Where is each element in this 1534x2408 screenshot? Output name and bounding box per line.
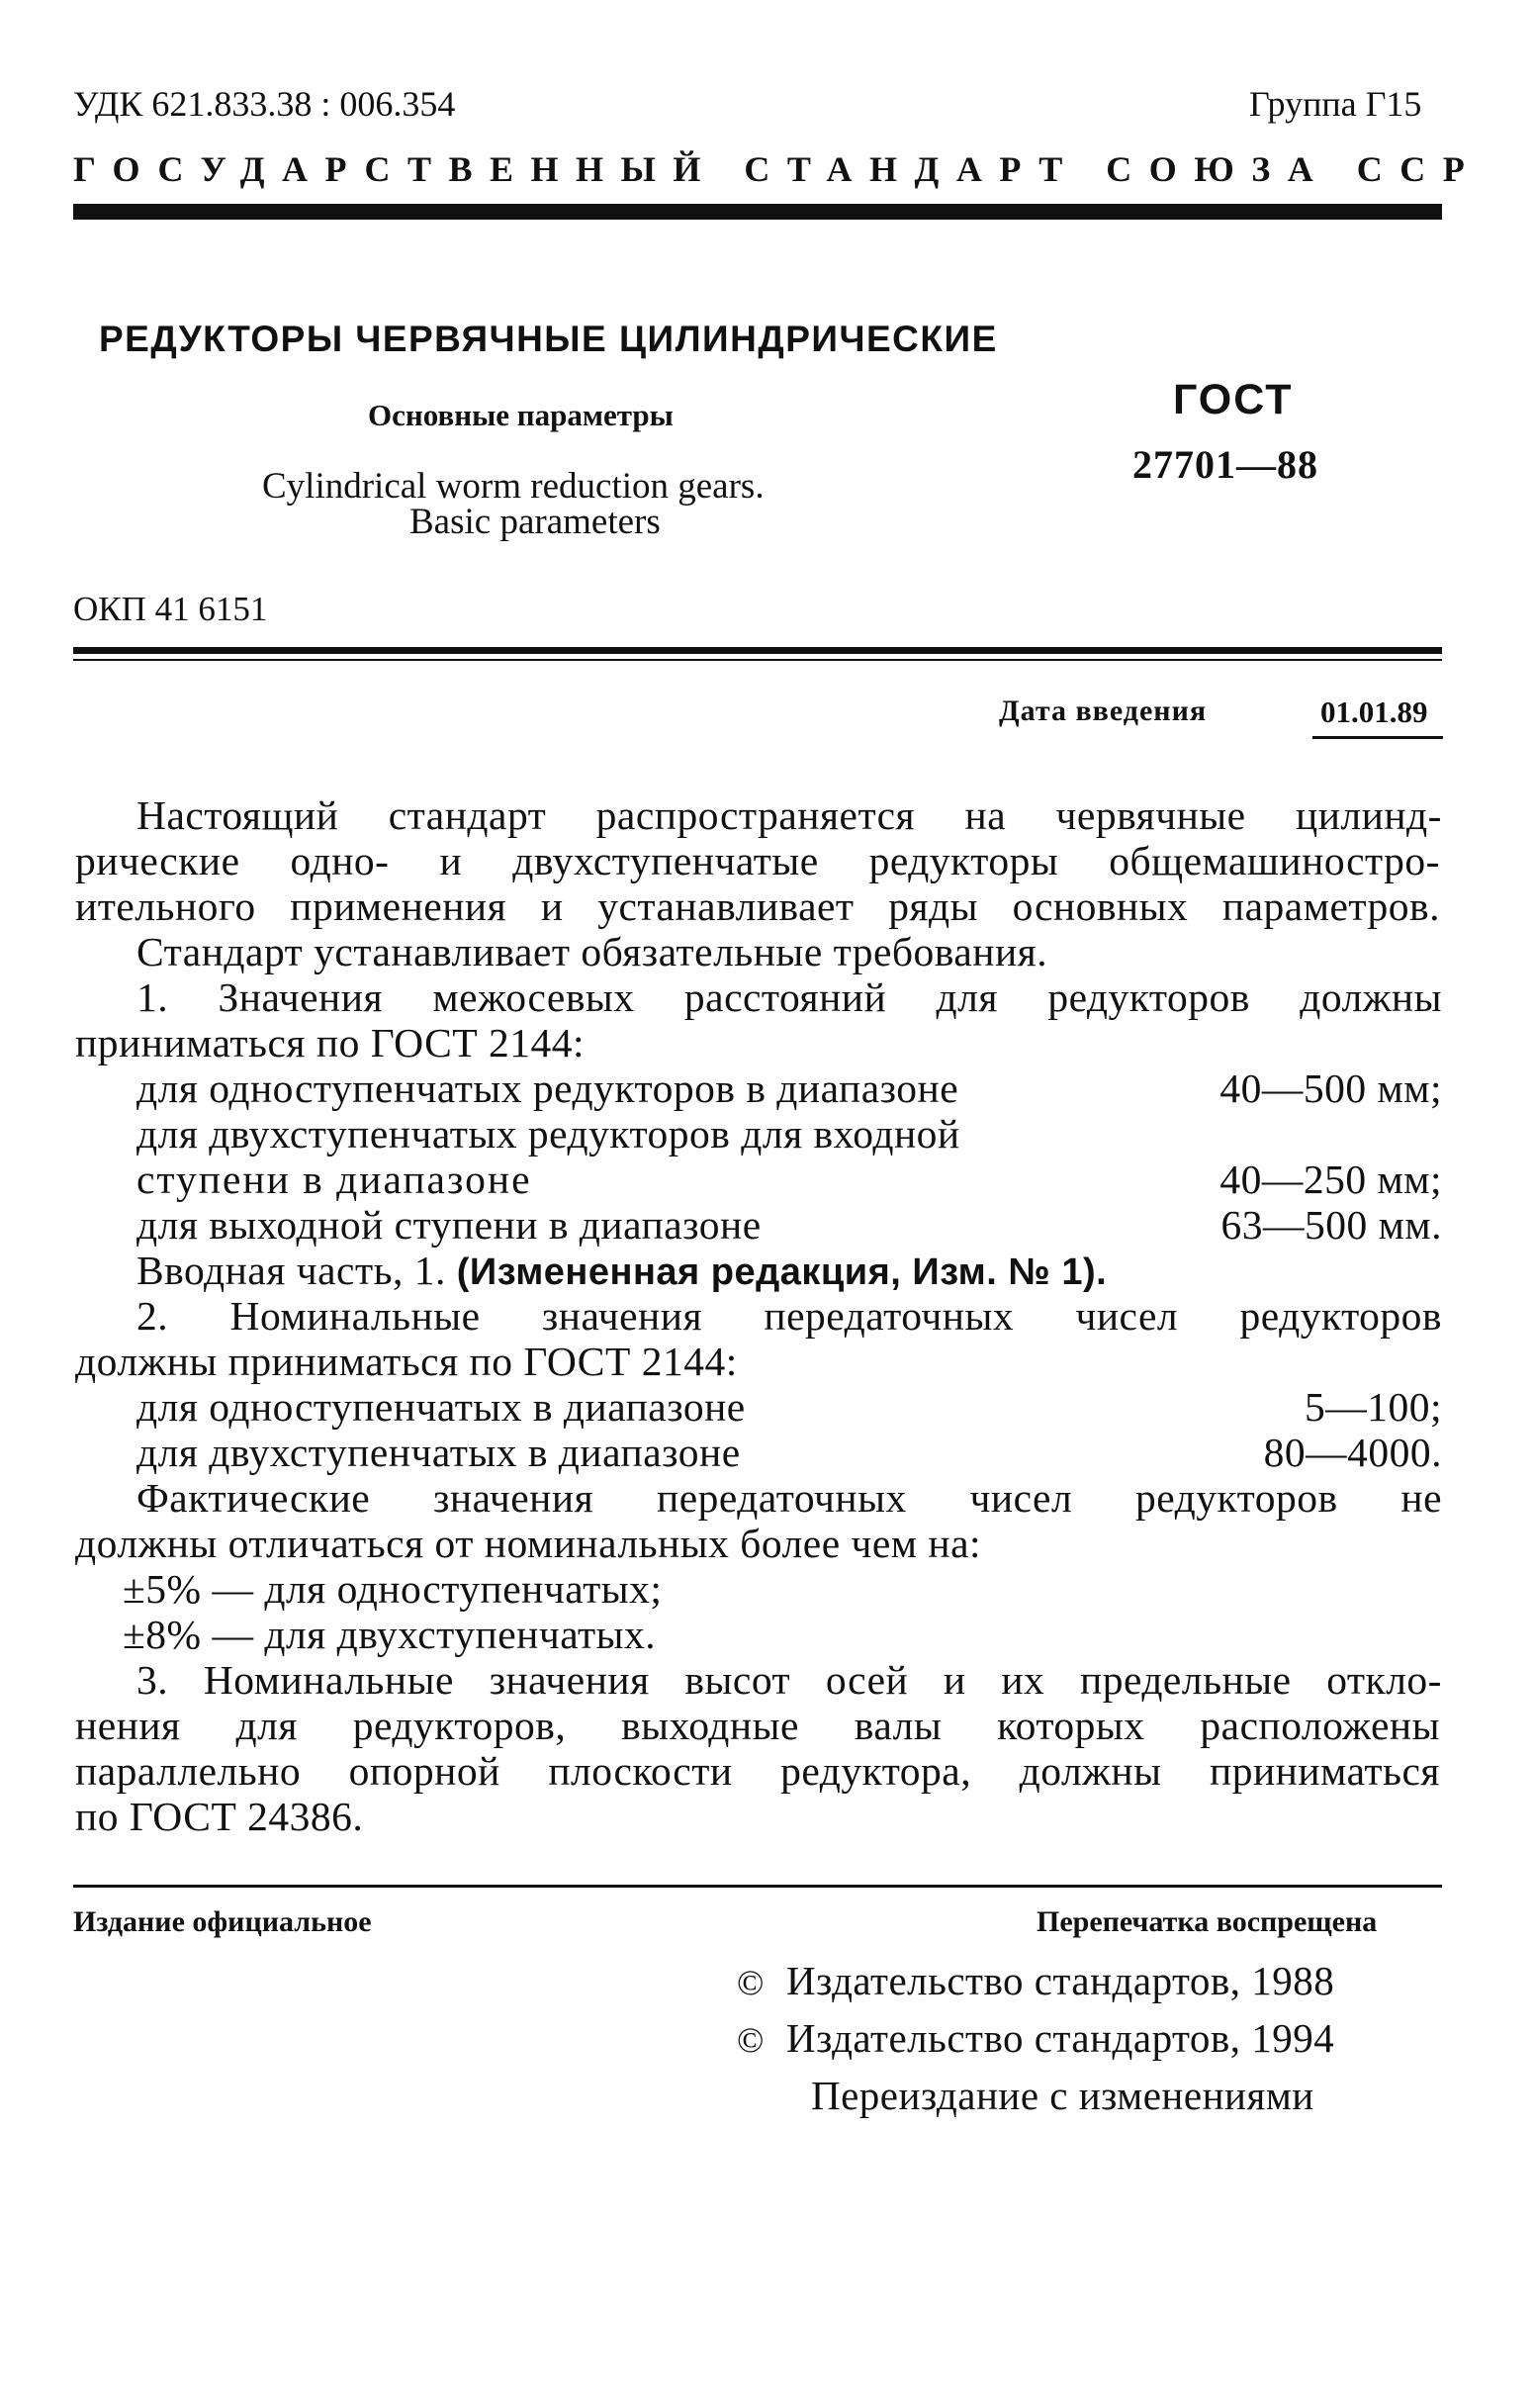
intro-date-underline	[1312, 736, 1443, 739]
group-code: Группа Г15	[1249, 84, 1422, 124]
paragraph-line: ительного применения и устанавливает ряды основных параметров.	[75, 883, 1440, 929]
ratio-label: для двухступенчатых в диапазоне	[136, 1430, 741, 1475]
range-label: ступени в диапазоне	[136, 1157, 532, 1202]
udk-code: УДК 621.833.38 : 006.354	[73, 84, 456, 124]
gost-label: ГОСТ	[1173, 376, 1294, 423]
footer-rule	[73, 1885, 1442, 1888]
tolerance-line: ±8% — для двухступенчатых.	[123, 1612, 657, 1657]
document-subtitle: Основные параметры	[368, 398, 674, 432]
tolerance-line: ±5% — для одноступенчатых;	[123, 1566, 663, 1612]
intro-date-value: 01.01.89	[1320, 695, 1428, 729]
copyright-icon: ©	[737, 1963, 765, 2002]
range-value: 63—500 мм.	[1220, 1202, 1442, 1248]
ratio-value: 5—100;	[1304, 1384, 1442, 1430]
range-label: для выходной ступени в диапазоне	[136, 1202, 762, 1248]
title-rule	[73, 647, 1442, 654]
section-3-line: параллельно опорной плоскости редуктора, должны приниматься	[75, 1748, 1440, 1794]
paragraph-line: Стандарт устанавливает обязательные требования.	[136, 929, 1048, 974]
section-1-line: 1. Значения межосевых расстояний для редукторов должны	[136, 974, 1442, 1020]
copyright-icon: ©	[737, 2020, 765, 2060]
section-2-line: 2. Номинальные значения передаточных чисел редукторов	[136, 1293, 1442, 1339]
section-2-line: должны приниматься по ГОСТ 2144:	[75, 1339, 738, 1384]
header-rule	[73, 204, 1442, 220]
amendment-note	[136, 1247, 1107, 1294]
range-value: 40—250 мм;	[1219, 1157, 1442, 1202]
paragraph-line: рические одно- и двухступенчатые редукторы общемашиностро-	[75, 838, 1440, 883]
reissue-note: Переиздание с изменениями	[811, 2073, 1314, 2118]
section-2-line: Фактические значения передаточных чисел редукторов не	[136, 1475, 1442, 1521]
title-rule-thin	[73, 659, 1442, 661]
copyright-1994	[737, 2014, 1334, 2062]
document-title: РЕДУКТОРЫ ЧЕРВЯЧНЫЕ ЦИЛИНДРИЧЕСКИЕ	[99, 319, 998, 359]
english-title-line1: Cylindrical worm reduction gears.	[262, 466, 765, 507]
section-1-line: приниматься по ГОСТ 2144:	[75, 1020, 586, 1065]
gost-number: 27701—88	[1132, 442, 1318, 487]
section-3-line: по ГОСТ 24386.	[75, 1794, 364, 1839]
state-standard-heading: ГОСУДАРСТВЕННЫЙ СТАНДАРТ СОЮЗА ССР	[73, 149, 1483, 189]
range-label: для одноступенчатых редукторов в диапазоне	[136, 1065, 959, 1111]
okp-code: ОКП 41 6151	[73, 590, 268, 628]
english-title-line2: Basic parameters	[409, 502, 661, 542]
official-edition: Издание официальное	[73, 1905, 372, 1938]
copyright-1988	[737, 1957, 1334, 2004]
amendment-note-prefix: Вводная часть, 1.	[136, 1248, 446, 1293]
copyright-text: Издательство стандартов, 1994	[786, 2015, 1335, 2061]
copyright-text: Издательство стандартов, 1988	[786, 1958, 1335, 2003]
range-value: 40—500 мм;	[1219, 1065, 1442, 1111]
reprint-prohibited: Перепечатка воспрещена	[1037, 1905, 1378, 1938]
ratio-value: 80—4000.	[1263, 1430, 1442, 1475]
section-2-line: должны отличаться от номинальных более чем на:	[75, 1521, 982, 1566]
range-label: для двухступенчатых редукторов для входной	[136, 1111, 960, 1157]
section-3-line: 3. Номинальные значения высот осей и их предельные откло-	[136, 1657, 1442, 1703]
intro-date-label: Дата введения	[999, 695, 1208, 727]
section-3-line: нения для редукторов, выходные валы которых расположены	[75, 1703, 1440, 1748]
amendment-note-bold: (Измененная редакция, Изм. № 1).	[456, 1251, 1108, 1293]
ratio-label: для одноступенчатых в диапазоне	[136, 1384, 746, 1430]
paragraph-line: Настоящий стандарт распространяется на червячные цилинд-	[136, 792, 1442, 838]
